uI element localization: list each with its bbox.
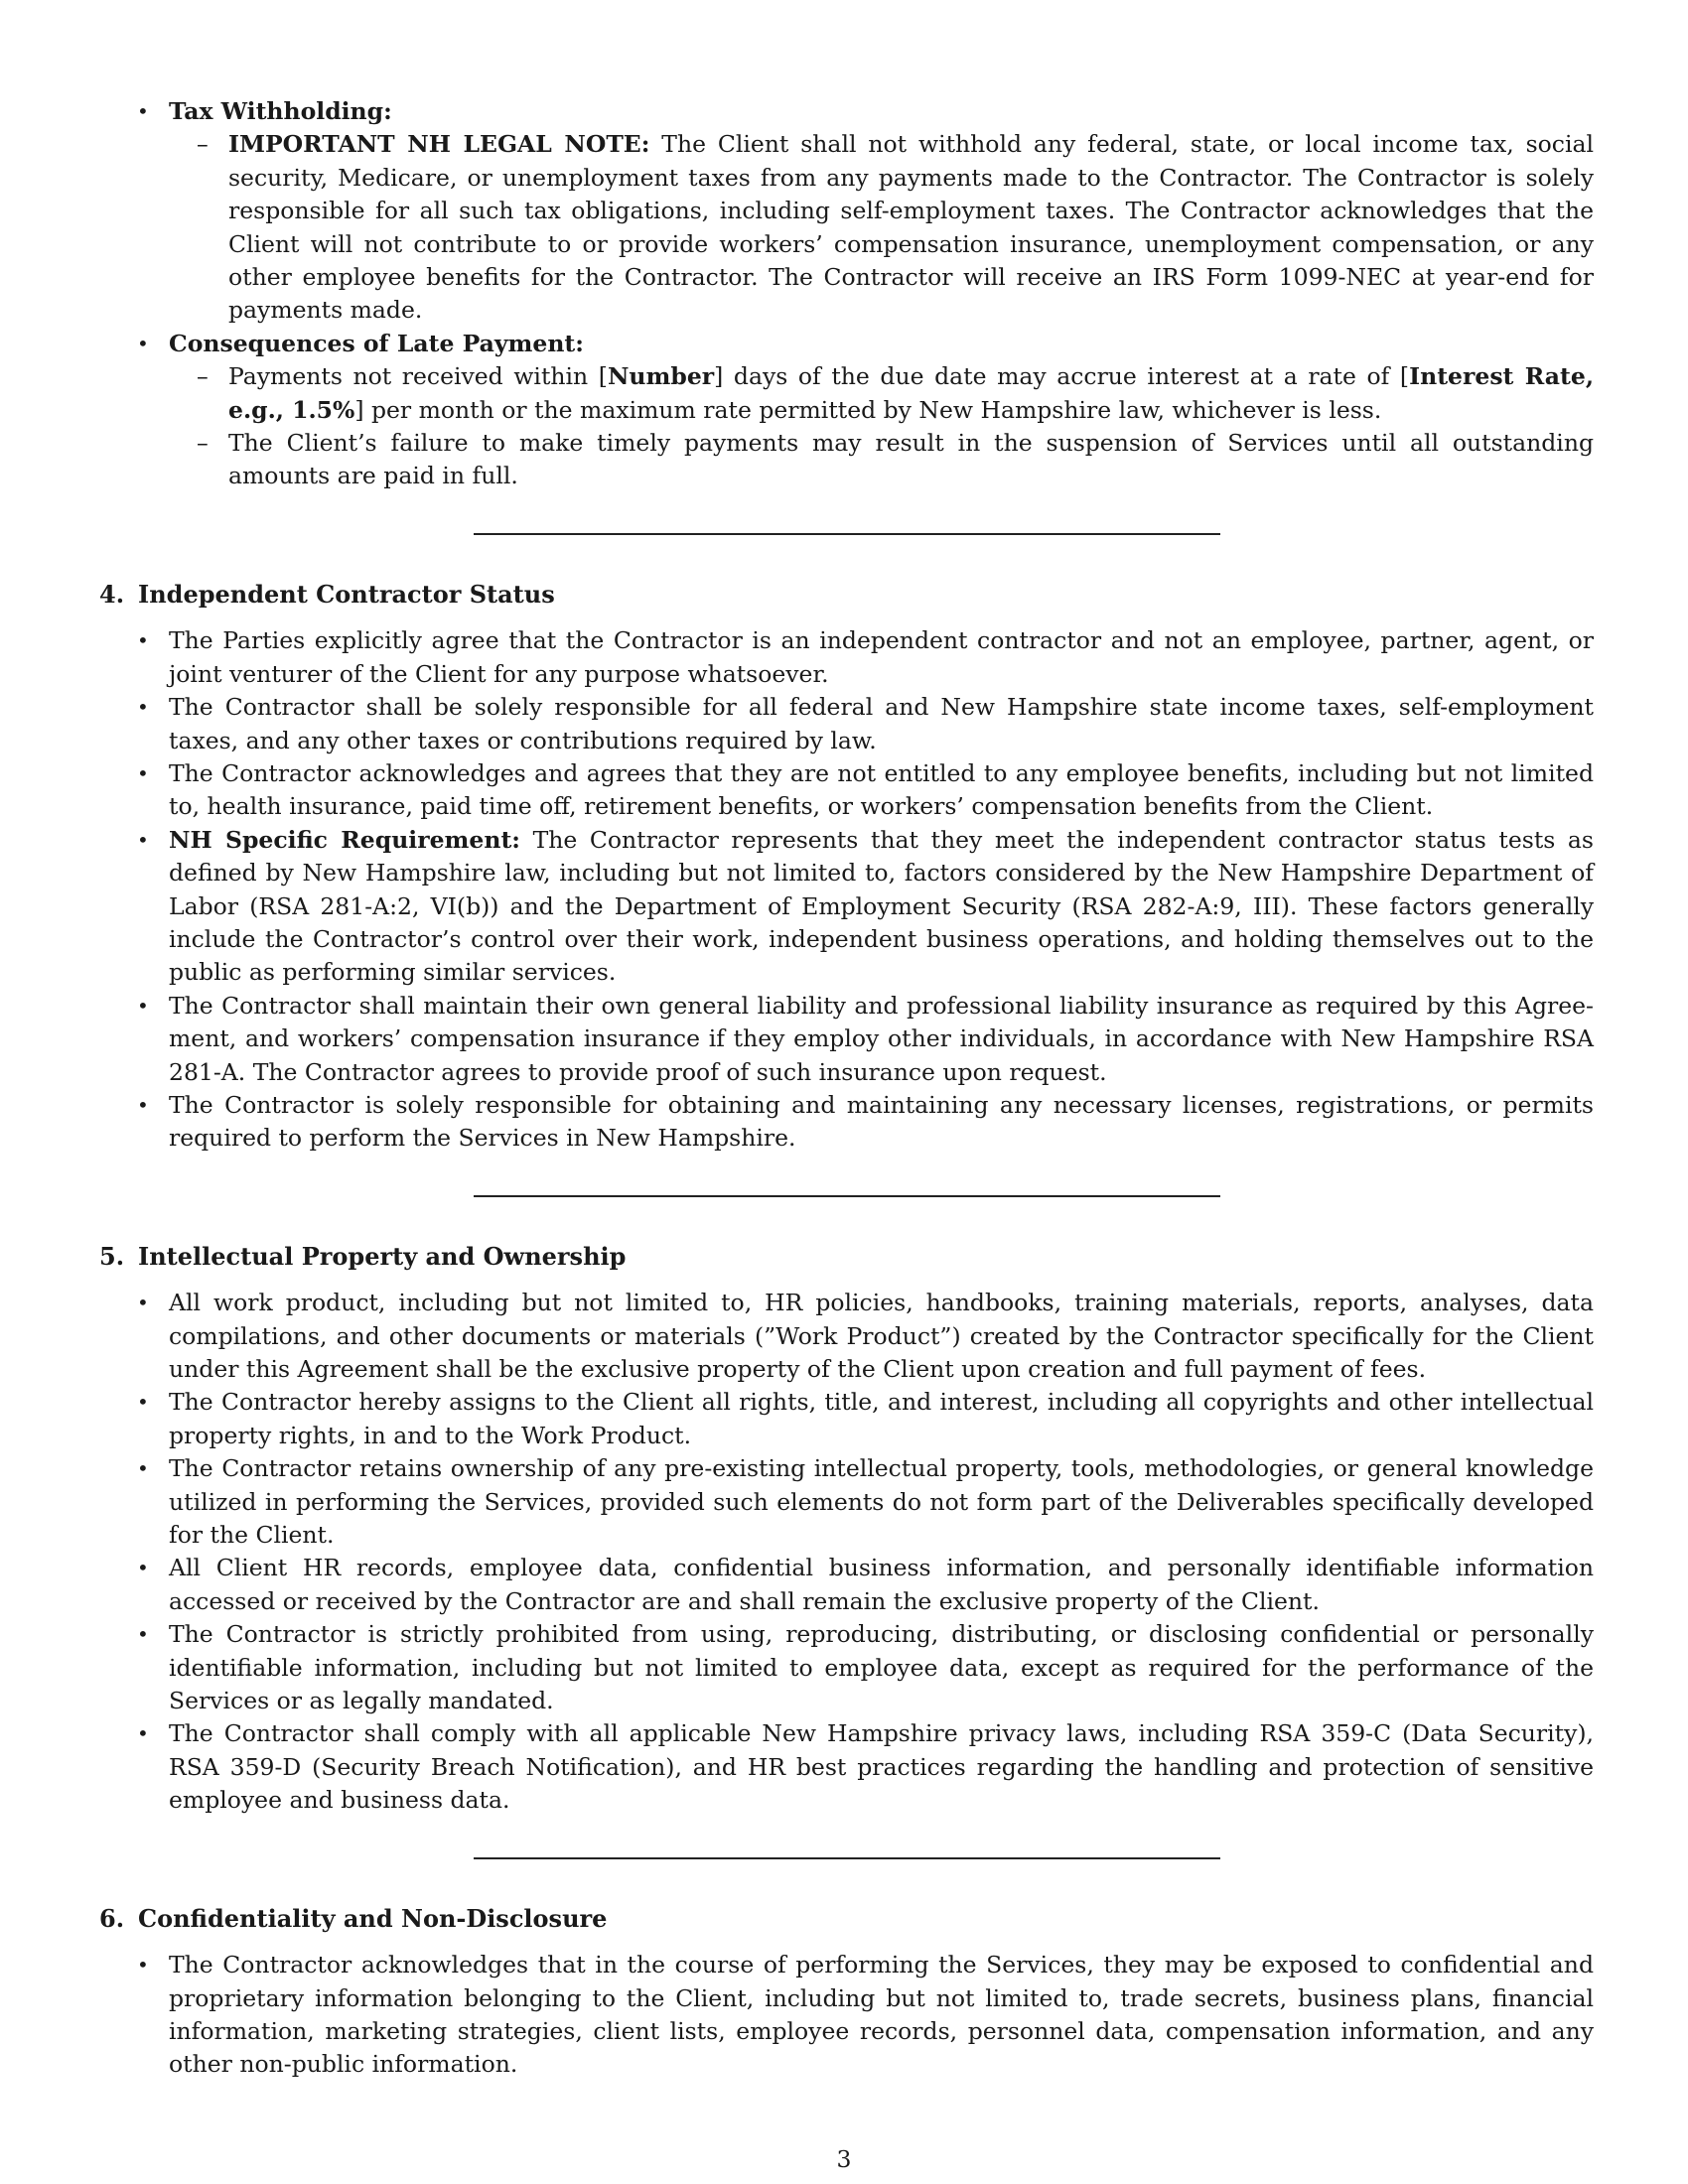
list-item: • The Contractor is solely responsible for obtaining and maintaining any necessary licenses, registrations, or permits required to perform the Services in New Hampshire.: [99, 1089, 1594, 1156]
section-4-title: Independent Contractor Status: [138, 579, 555, 609]
list-item: • The Contractor shall comply with all applicable New Hampshire privacy laws, including RSA 359-C (Data Security), RSA 359-D (Security Breach Notification), and HR best practices regarding the handling and protection of sensitive employee and business data.: [99, 1717, 1594, 1817]
section-5-heading: [99, 1240, 1594, 1273]
document-page: [99, 95, 1594, 2082]
section-6-list: [99, 1949, 1594, 2082]
section-divider: [474, 1857, 1220, 1859]
section-divider: [474, 533, 1220, 535]
interest-rate-placeholder: Interest Rate, e.g., 1.5%: [228, 362, 1594, 424]
late-payment-text-a: Payments not received within [: [228, 362, 608, 391]
section-4-list: [99, 624, 1594, 1156]
section-5-list: [99, 1287, 1594, 1818]
late-payment-interest: [169, 360, 1594, 427]
late-payment-suspension: – The Client’s failure to make timely payments may result in the suspension of Services until all outstanding amounts are paid in full.: [169, 427, 1594, 493]
section-6-title: Confidentiality and Non-Disclosure: [138, 1903, 608, 1933]
number-placeholder: Number: [607, 362, 715, 391]
late-payment-text-c: ] per month or the maximum rate permitted by New Hampshire law, whichever is less.: [354, 395, 1382, 424]
section-4-number: 4.: [99, 579, 125, 609]
nh-legal-note: [169, 128, 1594, 327]
late-payment-text-b: ] days of the due date may accrue interest at a rate of [: [714, 362, 1410, 391]
nh-legal-note-text: The Client shall not withhold any federal, state, or local income tax, social security, Medicare, or unemployment taxes from any payments made to the Contractor. The Contractor is solely responsible for all such tax obligations, including self-employment taxes. The Contractor acknowledges that the Client will not contribute to or provide workers’ compensation insurance, unemployment compensation, or any other employee benefits for the Contractor. The Contractor will receive an IRS Form 1099-NEC at year-end for payments made.: [228, 130, 1595, 325]
tax-withholding-sublist: [169, 128, 1594, 327]
nh-specific-requirement: [99, 824, 1594, 990]
late-payment-sublist: [169, 360, 1594, 493]
page-number: 3: [836, 2145, 852, 2173]
section-5-title: Intellectual Property and Ownership: [138, 1241, 627, 1271]
list-item: • The Contractor shall maintain their own general liability and professional liability insurance as required by this Agreement, and workers’ compensation insurance if they employ other individuals, in accordance with New Hampshire RSA 281-A. The Contractor agrees to provide proof of such insurance upon request.: [99, 990, 1594, 1089]
list-item: • The Contractor retains ownership of any pre-existing intellectual property, tools, methodologies, or general knowledge utilized in performing the Services, provided such elements do not form part of the Deliverables specifically developed for the Client.: [99, 1452, 1594, 1552]
section-5-number: 5.: [99, 1241, 125, 1271]
section-6-heading: [99, 1902, 1594, 1935]
nh-legal-note-label: IMPORTANT NH LEGAL NOTE:: [228, 130, 650, 159]
late-payment-label: Consequences of Late Payment:: [169, 329, 584, 357]
tax-withholding-label: Tax Withholding:: [169, 97, 392, 125]
tax-withholding-item: [99, 95, 1594, 328]
list-item: • The Contractor is strictly prohibited from using, reproducing, distributing, or disclosing confidential or personally identifiable information, including but not limited to employee data, except as required for the performance of the Services or as legally mandated.: [99, 1618, 1594, 1717]
section-divider: [474, 1195, 1220, 1197]
list-item: • The Contractor shall be solely responsible for all federal and New Hampshire state income taxes, self-employment taxes, and any other taxes or contributions required by law.: [99, 691, 1594, 757]
section-6-number: 6.: [99, 1903, 125, 1933]
list-item: • The Contractor acknowledges that in the course of performing the Services, they may be exposed to confidential and proprietary information belonging to the Client, including but not limited to, trade secrets, business plans, financial information, marketing strategies, client lists, employee records, personnel data, compensation information, and any other non-public information.: [99, 1949, 1594, 2082]
section-4-heading: [99, 578, 1594, 611]
nh-requirement-label: NH Specific Requirement:: [169, 825, 520, 854]
nh-requirement-text: The Contractor represents that they meet the independent contractor status tests as defined by New Hampshire law, including but not limited to, factors considered by the New Hampshire Department of Labor (RSA 281-A:2, VI(b)) and the Department of Employment Security (RSA 282-A:9, III). These factors generally include the Contractor’s control over their work, independent business operations, and holding themselves out to the public as performing similar services.: [169, 825, 1594, 987]
list-item: • All work product, including but not limited to, HR policies, handbooks, training materials, reports, analyses, data compilations, and other documents or materials (”Work Product”) created by the Contractor specifically for the Client under this Agreement shall be the exclusive property of the Client upon creation and full payment of fees.: [99, 1287, 1594, 1386]
list-item: • The Parties explicitly agree that the Contractor is an independent contractor and not an employee, partner, agent, or joint venturer of the Client for any purpose whatsoever.: [99, 624, 1594, 691]
late-payment-item: [99, 328, 1594, 493]
section-3-list: [99, 95, 1594, 493]
list-item: • All Client HR records, employee data, confidential business information, and personally identifiable information accessed or received by the Contractor are and shall remain the exclusive property of the Client.: [99, 1552, 1594, 1618]
list-item: • The Contractor acknowledges and agrees that they are not entitled to any employee benefits, including but not limited to, health insurance, paid time off, retirement benefits, or workers’ compensation benefits from the Client.: [99, 757, 1594, 824]
list-item: • The Contractor hereby assigns to the Client all rights, title, and interest, including all copyrights and other intellectual property rights, in and to the Work Product.: [99, 1386, 1594, 1452]
